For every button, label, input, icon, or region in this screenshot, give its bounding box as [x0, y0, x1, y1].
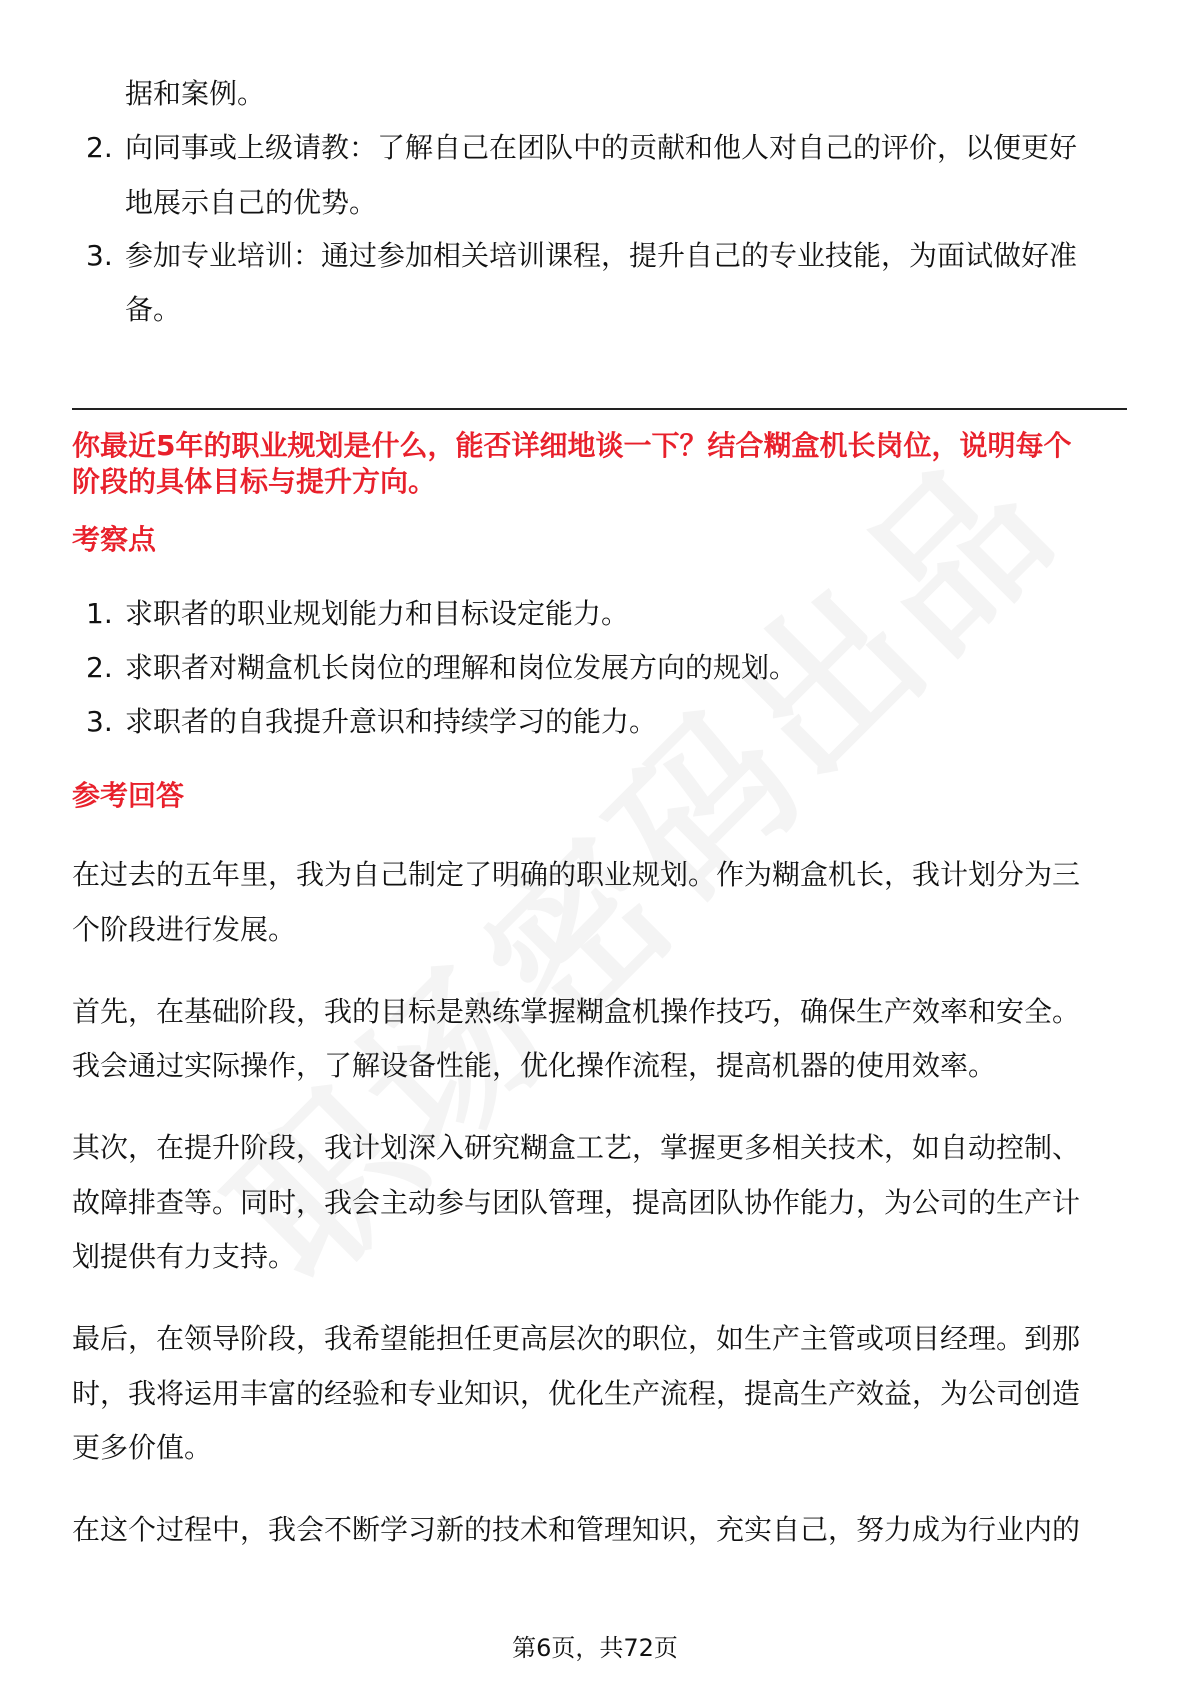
paragraph-line: 在这个过程中，我会不断学习新的技术和管理知识，充实自己，努力成为行业内的 [72, 1513, 1081, 1546]
paragraph-line: 更多价值。 [72, 1431, 213, 1464]
question-title-line: 阶段的具体目标与提升方向。 [72, 465, 437, 498]
list-item-line: 向同事或上级请教：了解自己在团队中的贡献和他人对自己的评价，以便更好 [125, 131, 1078, 164]
list-item-line: 地展示自己的优势。 [125, 186, 378, 219]
list-item-continuation: 据和案例。 [125, 77, 266, 110]
list-item: 求职者的自我提升意识和持续学习的能力。 [125, 705, 658, 738]
question-title-line: 你最近5年的职业规划是什么，能否详细地谈一下？结合糊盒机长岗位，说明每个 [72, 429, 1072, 462]
list-item: 求职者的职业规划能力和目标设定能力。 [125, 597, 630, 630]
paragraph-line: 在过去的五年里，我为自己制定了明确的职业规划。作为糊盒机长，我计划分为三 [72, 858, 1081, 891]
list-number: 1. [86, 597, 113, 630]
page-footer: 第6页，共72页 [512, 1634, 678, 1662]
list-item: 求职者对糊盒机长岗位的理解和岗位发展方向的规划。 [125, 651, 798, 684]
paragraph-line: 首先，在基础阶段，我的目标是熟练掌握糊盒机操作技巧，确保生产效率和安全。 [72, 995, 1081, 1028]
list-number: 3. [86, 705, 113, 738]
list-number: 2. [86, 131, 113, 164]
list-item-line: 参加专业培训：通过参加相关培训课程，提升自己的专业技能，为面试做好准 [125, 239, 1078, 272]
paragraph-line: 其次，在提升阶段，我计划深入研究糊盒工艺，掌握更多相关技术，如自动控制、 [72, 1131, 1081, 1164]
paragraph-line: 我会通过实际操作，了解设备性能，优化操作流程，提高机器的使用效率。 [72, 1049, 997, 1082]
paragraph-line: 时，我将运用丰富的经验和专业知识，优化生产流程，提高生产效益，为公司创造 [72, 1377, 1081, 1410]
section-divider [72, 408, 1127, 410]
paragraph-line: 故障排查等。同时，我会主动参与团队管理，提高团队协作能力，为公司的生产计 [72, 1186, 1081, 1219]
list-number: 2. [86, 651, 113, 684]
list-item-line: 备。 [125, 293, 182, 326]
paragraph-line: 个阶段进行发展。 [72, 913, 297, 946]
section-heading-points: 考察点 [72, 523, 157, 556]
paragraph-line: 划提供有力支持。 [72, 1240, 297, 1273]
list-number: 3. [86, 239, 113, 272]
paragraph-line: 最后，在领导阶段，我希望能担任更高层次的职位，如生产主管或项目经理。到那 [72, 1322, 1081, 1355]
section-heading-answer: 参考回答 [72, 779, 185, 812]
